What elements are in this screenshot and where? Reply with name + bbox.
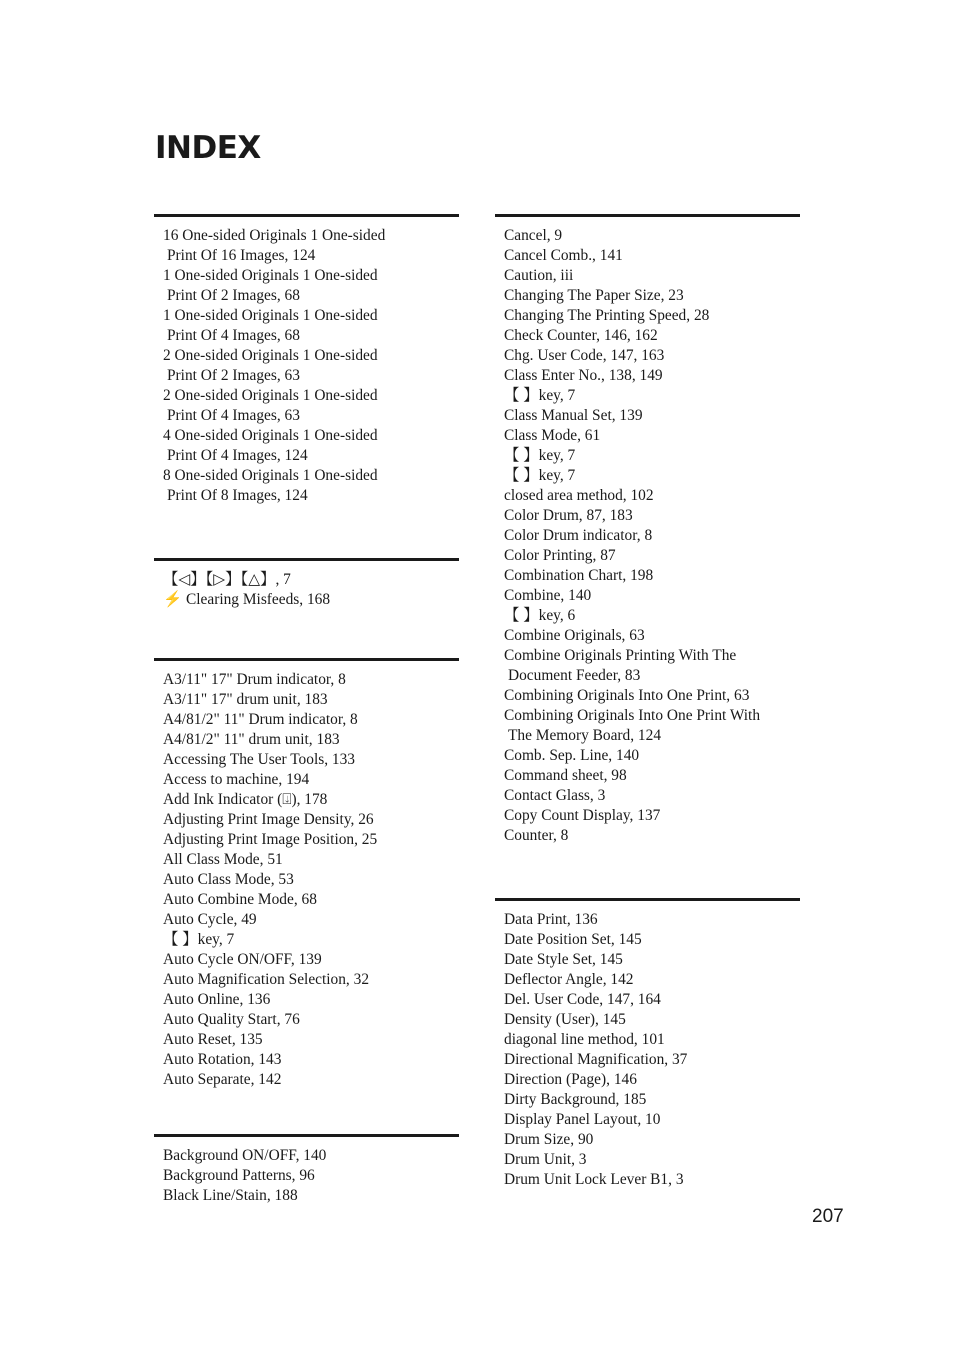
index-entry: Combine Originals Printing With The: [504, 647, 737, 664]
index-entry-continuation: Print Of 4 Images, 63: [167, 407, 300, 424]
index-entry: 【 】key, 7: [504, 387, 576, 404]
index-entry: Changing The Paper Size, 23: [504, 287, 684, 304]
index-entry: Add Ink Indicator (⍗), 178: [163, 791, 328, 808]
index-entry: Copy Count Display, 137: [504, 807, 661, 824]
index-section: [154, 1134, 459, 1206]
index-entry: closed area method, 102: [504, 487, 654, 504]
index-entry: Color Drum indicator, 8: [504, 527, 653, 544]
index-entry: 2 One-sided Originals 1 One-sided: [163, 387, 378, 404]
index-entry: Class Mode, 61: [504, 427, 601, 444]
index-entry-continuation: Print Of 16 Images, 124: [167, 247, 316, 264]
index-entry: Color Printing, 87: [504, 547, 616, 564]
index-entry: Dirty Background, 185: [504, 1091, 647, 1108]
index-entry-list: [495, 217, 800, 846]
index-entry: Drum Unit Lock Lever B1, 3: [504, 1171, 684, 1188]
index-entry: A3/11" 17" drum unit, 183: [163, 691, 328, 708]
index-entry: Combine Originals, 63: [504, 627, 645, 644]
index-entry-list: [154, 217, 459, 506]
index-entry: A3/11" 17" Drum indicator, 8: [163, 671, 346, 688]
index-entry: Class Enter No., 138, 149: [504, 367, 663, 384]
index-entry: 2 One-sided Originals 1 One-sided: [163, 347, 378, 364]
index-column-left: [154, 214, 459, 1206]
index-entry: diagonal line method, 101: [504, 1031, 665, 1048]
index-entry: Command sheet, 98: [504, 767, 627, 784]
index-entry: 【 】key, 6: [504, 607, 576, 624]
index-entry: Background ON/OFF, 140: [163, 1147, 327, 1164]
index-section: [495, 214, 800, 846]
index-entry: Auto Class Mode, 53: [163, 871, 294, 888]
index-entry: Background Patterns, 96: [163, 1167, 315, 1184]
index-entry-continuation: Print Of 4 Images, 68: [167, 327, 300, 344]
index-entry: Del. User Code, 147, 164: [504, 991, 661, 1008]
index-entry: Data Print, 136: [504, 911, 598, 928]
index-entry-continuation: Print Of 2 Images, 63: [167, 367, 300, 384]
index-entry: Date Style Set, 145: [504, 951, 623, 968]
index-entry: Auto Magnification Selection, 32: [163, 971, 370, 988]
index-entry: Auto Quality Start, 76: [163, 1011, 300, 1028]
index-section: [154, 558, 459, 610]
index-entry-continuation: The Memory Board, 124: [508, 727, 662, 744]
index-entry: 1 One-sided Originals 1 One-sided: [163, 267, 378, 284]
index-entry: Counter, 8: [504, 827, 569, 844]
index-section: [154, 214, 459, 506]
index-entry: Auto Combine Mode, 68: [163, 891, 317, 908]
index-entry-list: [495, 901, 800, 1190]
index-entry: Auto Rotation, 143: [163, 1051, 282, 1068]
index-entry: Auto Cycle, 49: [163, 911, 257, 928]
index-entry: Drum Size, 90: [504, 1131, 594, 1148]
index-entry: Auto Cycle ON/OFF, 139: [163, 951, 322, 968]
index-entry-list: [154, 561, 459, 610]
index-entry: Directional Magnification, 37: [504, 1051, 688, 1068]
index-entry-continuation: Print Of 2 Images, 68: [167, 287, 300, 304]
index-entry-list: [154, 1137, 459, 1206]
index-entry-list: [154, 661, 459, 1090]
index-entry: Adjusting Print Image Density, 26: [163, 811, 374, 828]
index-entry-continuation: Print Of 8 Images, 124: [167, 487, 308, 504]
index-entry: Contact Glass, 3: [504, 787, 606, 804]
index-entry: Deflector Angle, 142: [504, 971, 634, 988]
index-section: [495, 898, 800, 1190]
index-entry: Auto Reset, 135: [163, 1031, 263, 1048]
index-entry: Class Manual Set, 139: [504, 407, 643, 424]
index-entry: Accessing The User Tools, 133: [163, 751, 355, 768]
index-entry: 4 One-sided Originals 1 One-sided: [163, 427, 378, 444]
index-entry: Direction (Page), 146: [504, 1071, 637, 1088]
index-entry: Display Panel Layout, 10: [504, 1111, 661, 1128]
index-entry: Combination Chart, 198: [504, 567, 654, 584]
index-entry: 【 】key, 7: [504, 467, 576, 484]
page-title: INDEX: [155, 130, 261, 166]
index-entry: A4/81/2" 11" Drum indicator, 8: [163, 711, 358, 728]
index-entry: Adjusting Print Image Position, 25: [163, 831, 378, 848]
index-entry: All Class Mode, 51: [163, 851, 283, 868]
index-entry: 【 】key, 7: [504, 447, 576, 464]
index-entry: Check Counter, 146, 162: [504, 327, 658, 344]
index-entry: 【◁】【▷】【△】, 7: [163, 571, 291, 588]
index-entry: Caution, iii: [504, 267, 574, 284]
index-entry: 1 One-sided Originals 1 One-sided: [163, 307, 378, 324]
index-entry: Chg. User Code, 147, 163: [504, 347, 665, 364]
index-entry: Combining Originals Into One Print, 63: [504, 687, 750, 704]
index-entry: Black Line/Stain, 188: [163, 1187, 298, 1204]
index-entry: Density (User), 145: [504, 1011, 626, 1028]
page-number: 207: [812, 1206, 844, 1227]
index-entry: 【 】key, 7: [163, 931, 235, 948]
index-entry: ⚡ Clearing Misfeeds, 168: [163, 591, 331, 608]
index-entry: Comb. Sep. Line, 140: [504, 747, 640, 764]
index-entry-continuation: Document Feeder, 83: [508, 667, 641, 684]
index-entry-continuation: Print Of 4 Images, 124: [167, 447, 308, 464]
index-entry: Auto Separate, 142: [163, 1071, 282, 1088]
index-entry: A4/81/2" 11" drum unit, 183: [163, 731, 340, 748]
index-entry: Cancel Comb., 141: [504, 247, 623, 264]
index-entry: Combining Originals Into One Print With: [504, 707, 761, 724]
index-column-right: [495, 214, 800, 1190]
index-section: [154, 658, 459, 1090]
index-entry: 16 One-sided Originals 1 One-sided: [163, 227, 386, 244]
index-entry: Date Position Set, 145: [504, 931, 642, 948]
index-entry: Cancel, 9: [504, 227, 563, 244]
index-entry: Drum Unit, 3: [504, 1151, 587, 1168]
index-entry: Combine, 140: [504, 587, 592, 604]
index-entry: Access to machine, 194: [163, 771, 310, 788]
index-entry: Color Drum, 87, 183: [504, 507, 633, 524]
index-entry: Auto Online, 136: [163, 991, 271, 1008]
index-entry: 8 One-sided Originals 1 One-sided: [163, 467, 378, 484]
index-entry: Changing The Printing Speed, 28: [504, 307, 710, 324]
